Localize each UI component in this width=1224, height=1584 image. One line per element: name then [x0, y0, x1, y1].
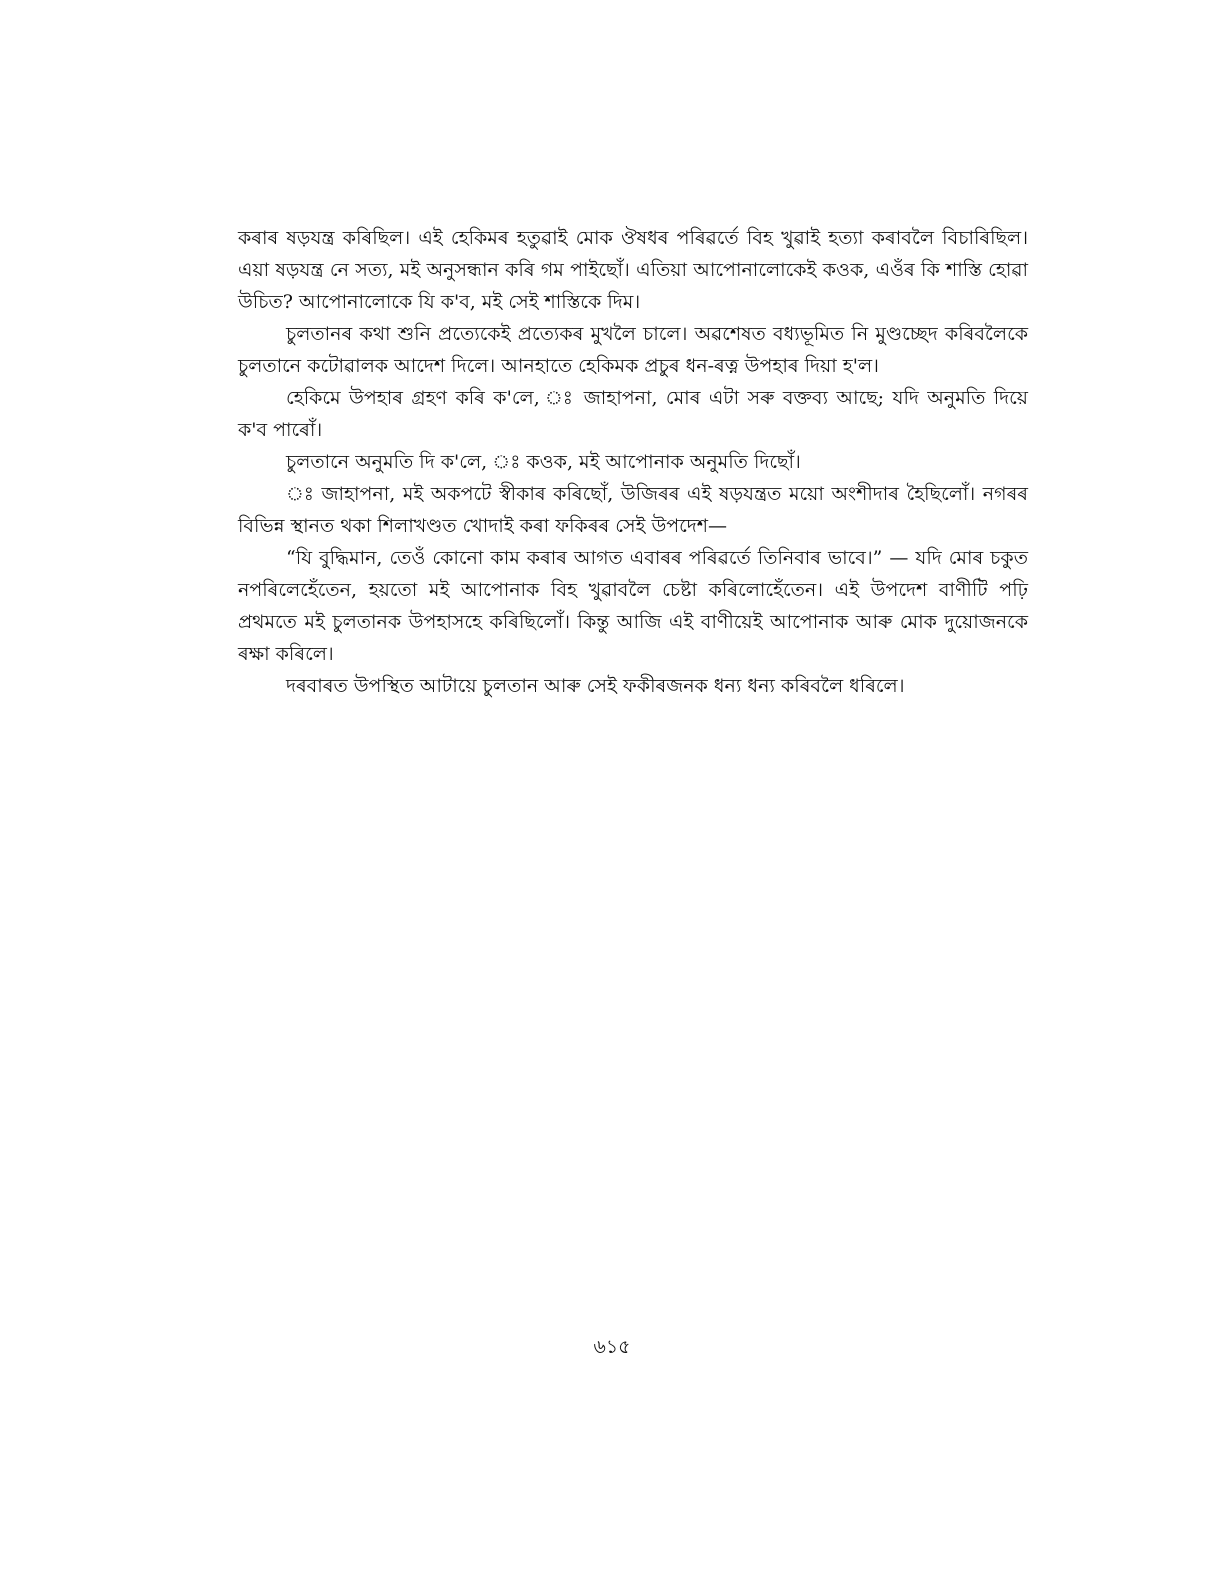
paragraph-3: হেকিমে উপহাৰ গ্ৰহণ কৰি ক'লে, ঃ জাহাপনা, মোৰ এটা সৰু বক্তব্য আছে; যদি অনুমতি দিয়ে ক'ব পাৰোঁ।: [238, 387, 1028, 441]
paragraph-1: কৰাৰ ষড়যন্ত্ৰ কৰিছিল। এই হেকিমৰ হতুৱাই মোক ঔষধৰ পৰিৱৰ্তে বিহ খুৱাই হত্যা কৰাবলৈ বিচাৰিছিল। এয়া ষড়যন্ত্ৰ নে সত্য, মই অনুসন্ধান কৰি গম পাইছোঁ। এতিয়া আপোনালোকেই কওক, এওঁৰ কি শাস্তি হোৱা উচিত? আপোনালোকে যি ক'ব, মই সেই শাস্তিকে দিম।: [238, 227, 1028, 313]
paragraph-7: দৰবাৰত উপস্থিত আটায়ে চুলতান আৰু সেই ফকীৰজনক ধন্য ধন্য কৰিবলৈ ধৰিলে।: [286, 675, 905, 697]
body-text: [238, 222, 1028, 702]
paragraph-6: “যি বুদ্ধিমান, তেওঁ কোনো কাম কৰাৰ আগত এবাৰৰ পৰিৱৰ্তে তিনিবাৰ ভাবে।” — যদি মোৰ চকুত নপৰিলেহেঁতেন, হয়তো মই আপোনাক বিহ খুৱাবলৈ চেষ্টা কৰিলোহেঁতেন। এই উপদেশ বাণীটি পঢ়ি প্ৰথমতে মই চুলতানক উপহাসহে কৰিছিলোঁ। কিন্তু আজি এই বাণীয়েই আপোনাক আৰু মোক দুয়োজনকে ৰক্ষা কৰিলে।: [238, 547, 1028, 665]
page-number: ৬১৫: [593, 1336, 631, 1358]
paragraph-2: চুলতানৰ কথা শুনি প্ৰত্যেকেই প্ৰত্যেকৰ মুখলৈ চালে। অৱশেষত বধ্যভূমিত নি মুণ্ডচ্ছেদ কৰিবলৈকে চুলতানে কটোৱালক আদেশ দিলে। আনহাতে হেকিমক প্ৰচুৰ ধন-ৰত্ন উপহাৰ দিয়া হ'ল।: [238, 323, 1028, 377]
paragraph-5: ঃ জাহাপনা, মই অকপটে স্বীকাৰ কৰিছোঁ, উজিৰৰ এই ষড়যন্ত্ৰত ময়ো অংশীদাৰ হৈছিলোঁ। নগৰৰ বিভিন্ন স্থানত থকা শিলাখণ্ডত খোদাই কৰা ফকিৰৰ সেই উপদেশ—: [238, 483, 1028, 537]
paragraph-4: চুলতানে অনুমতি দি ক'লে, ঃ কওক, মই আপোনাক অনুমতি দিছোঁ।: [286, 451, 801, 473]
